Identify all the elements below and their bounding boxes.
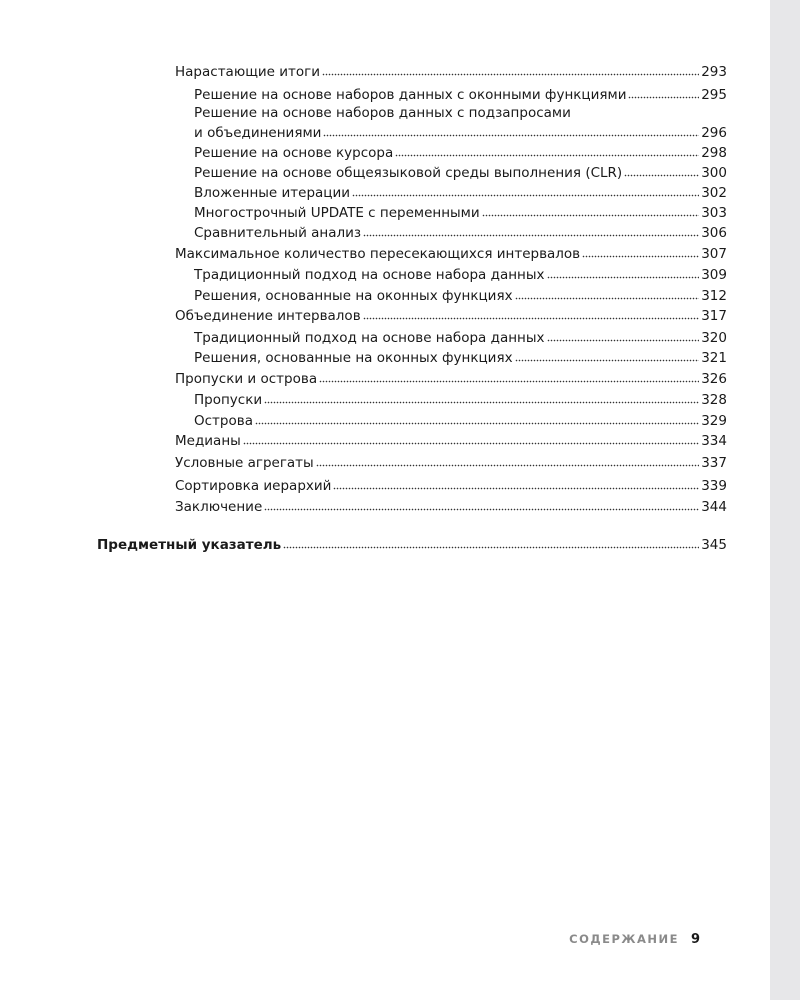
toc-entry-page: 317 [701,308,727,324]
toc-entry-page: 345 [701,537,727,553]
toc-entry [175,244,727,263]
toc-entry-page: 321 [701,350,727,366]
toc-entry-title: Решение на основе общеязыковой среды выполнения (CLR) [194,165,623,181]
toc-entry-title: Многострочный UPDATE с переменными [194,205,480,221]
toc-leader-dots [283,535,699,549]
toc-entry [194,143,727,162]
toc-entry-page: 302 [701,185,727,201]
toc-entry-page: 296 [701,125,727,141]
toc-leader-dots [628,85,699,99]
toc-entry-page: 344 [701,499,727,515]
toc-entry-index [97,535,727,554]
toc-entry-title: Традиционный подход на основе набора данных [194,330,545,346]
toc-entry [175,453,727,472]
toc-leader-dots [547,328,700,342]
toc-entry-title: Вложенные итерации [194,185,351,201]
toc-leader-dots [624,163,699,177]
toc-leader-dots [547,265,700,279]
toc-leader-dots [319,369,699,383]
toc-entry-title: Нарастающие итоги [175,64,321,80]
footer-section-label: СОДЕРЖАНИЕ [569,932,679,946]
toc-leader-dots [515,348,700,362]
toc-leader-dots [582,244,699,258]
toc-leader-dots [323,123,699,137]
toc-entry [194,85,727,104]
toc-entry [194,123,727,142]
toc-entry-page: 328 [701,392,727,408]
toc-entry-title: Сортировка иерархий [175,478,332,494]
toc-entry [194,390,727,409]
toc-entry [194,286,727,305]
toc-entry-page: 303 [701,205,727,221]
toc-entry-page: 307 [701,246,727,262]
toc-entry-page: 320 [701,330,727,346]
toc-entry-title: Традиционный подход на основе набора данных [194,267,545,283]
toc-entry [194,411,727,430]
toc-entry-page: 300 [701,165,727,181]
toc-entry-title: Условные агрегаты [175,455,314,471]
toc-entry-page: 293 [701,64,727,80]
toc-entry-page: 309 [701,267,727,283]
toc-leader-dots [316,453,700,467]
toc-entry-page: 326 [701,371,727,387]
toc-entry [194,163,727,182]
toc-entry-page: 334 [701,433,727,449]
toc-entry-title-line1: Решение на основе наборов данных с подзапросами [194,105,571,121]
toc-entry-title: и объединениями [194,125,322,141]
toc-entry-title: Пропуски [194,392,263,408]
toc-entry-page: 339 [701,478,727,494]
toc-entry-page: 295 [701,87,727,103]
toc-entry [175,431,727,450]
toc-entry [175,62,727,81]
toc-entry-title: Медианы [175,433,241,449]
toc-entry [194,183,727,202]
toc-entry-page: 329 [701,413,727,429]
toc-leader-dots [395,143,699,157]
toc-entry-title: Предметный указатель [97,537,282,553]
toc-leader-dots [515,286,700,300]
toc-entry-page: 312 [701,288,727,304]
toc-entry-title: Решение на основе курсора [194,145,394,161]
toc-leader-dots [255,411,699,425]
toc-leader-dots [322,62,699,76]
toc-leader-dots [333,476,699,490]
toc-leader-dots [264,390,699,404]
footer-page-number: 9 [690,932,700,947]
toc-entry-title: Максимальное количество пересекающихся интервалов [175,246,581,262]
toc-entry [175,369,727,388]
toc-entry-title: Решение на основе наборов данных с оконными функциями [194,87,627,103]
toc-leader-dots [363,306,700,320]
page-footer [569,932,700,947]
toc-entry-title: Пропуски и острова [175,371,318,387]
toc-entry [175,476,727,495]
toc-entry [194,328,727,347]
toc-entry [194,203,727,222]
toc-entry-title: Решения, основанные на оконных функциях [194,288,513,304]
toc-entry-title: Объединение интервалов [175,308,361,324]
toc-leader-dots [363,223,699,237]
page-margin-strip [770,0,800,1000]
toc-entry [194,223,727,242]
toc-entry-title: Сравнительный анализ [194,225,362,241]
toc-leader-dots [264,497,699,511]
toc-entry-title: Острова [194,413,253,429]
toc-leader-dots [352,183,699,197]
toc-entry-page: 306 [701,225,727,241]
toc-leader-dots [243,431,699,445]
toc-entry [175,306,727,325]
toc-entry-title: Заключение [175,499,263,515]
toc-entry-title: Решения, основанные на оконных функциях [194,350,513,366]
toc-leader-dots [482,203,700,217]
toc-entry-page: 337 [701,455,727,471]
toc-entry-page: 298 [701,145,727,161]
toc-entry [175,497,727,516]
toc-entry [194,265,727,284]
toc-entry [194,348,727,367]
